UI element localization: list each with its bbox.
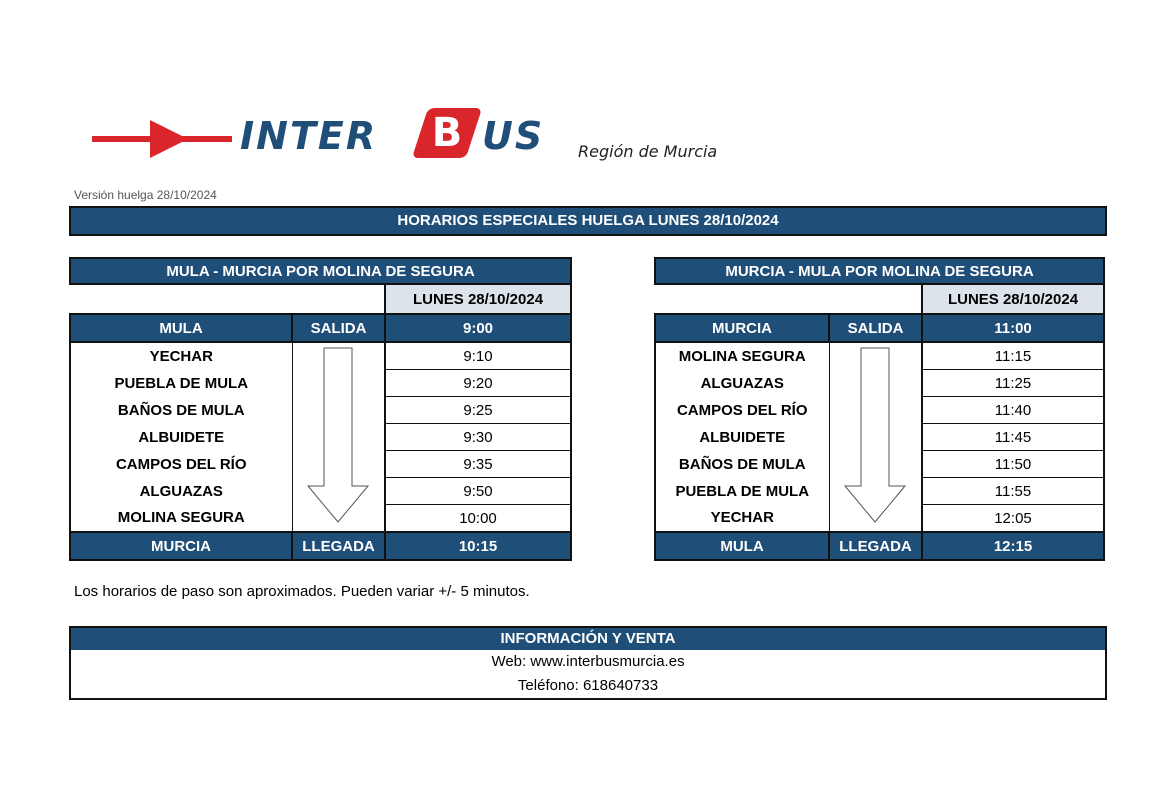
stop-name: ALGUAZAS <box>655 370 829 397</box>
stop-name: YECHAR <box>655 505 829 533</box>
stop-time: 9:35 <box>385 451 571 478</box>
stop-name: ALBUIDETE <box>655 424 829 451</box>
stop-name: PUEBLA DE MULA <box>655 478 829 505</box>
departure-time: 11:00 <box>922 314 1104 342</box>
departure-time: 9:00 <box>385 314 571 342</box>
disclaimer-note: Los horarios de paso son aproximados. Pueden variar +/- 5 minutos. <box>74 583 530 600</box>
stop-name: YECHAR <box>70 342 292 370</box>
stop-name: BAÑOS DE MULA <box>70 397 292 424</box>
stop-time: 11:55 <box>922 478 1104 505</box>
stop-time: 9:25 <box>385 397 571 424</box>
schedule-mula-murcia <box>69 257 572 561</box>
stop-name: ALBUIDETE <box>70 424 292 451</box>
red-arrow-icon <box>92 116 232 162</box>
stop-name: CAMPOS DEL RÍO <box>70 451 292 478</box>
destination-stop: MURCIA <box>70 532 292 560</box>
stop-time: 9:20 <box>385 370 571 397</box>
salida-label: SALIDA <box>829 314 922 342</box>
llegada-label: LLEGADA <box>829 532 922 560</box>
stop-time: 9:50 <box>385 478 571 505</box>
info-box <box>69 626 1107 700</box>
interbus-logo <box>92 112 792 172</box>
stop-time: 11:45 <box>922 424 1104 451</box>
stop-time: 11:25 <box>922 370 1104 397</box>
arrival-time: 10:15 <box>385 532 571 560</box>
stop-time: 9:10 <box>385 342 571 370</box>
stop-name: ALGUAZAS <box>70 478 292 505</box>
origin-stop: MURCIA <box>655 314 829 342</box>
page-title: HORARIOS ESPECIALES HUELGA LUNES 28/10/2024 <box>69 206 1107 236</box>
web-link[interactable]: Web: www.interbusmurcia.es <box>491 653 685 670</box>
llegada-label: LLEGADA <box>292 532 385 560</box>
stop-time: 9:30 <box>385 424 571 451</box>
stop-name: CAMPOS DEL RÍO <box>655 397 829 424</box>
brand-b-block: B <box>412 108 482 158</box>
down-arrow-icon <box>829 342 922 532</box>
route-title: MURCIA - MULA POR MOLINA DE SEGURA <box>655 258 1104 284</box>
date-header: LUNES 28/10/2024 <box>385 284 571 314</box>
phone-number[interactable]: Teléfono: 618640733 <box>517 677 659 694</box>
stop-name: BAÑOS DE MULA <box>655 451 829 478</box>
down-arrow-icon <box>292 342 385 532</box>
stop-name: MOLINA SEGURA <box>655 342 829 370</box>
stop-time: 11:50 <box>922 451 1104 478</box>
date-header: LUNES 28/10/2024 <box>922 284 1104 314</box>
stop-time: 10:00 <box>385 505 571 533</box>
arrival-time: 12:15 <box>922 532 1104 560</box>
stop-time: 12:05 <box>922 505 1104 533</box>
version-label: Versión huelga 28/10/2024 <box>74 188 217 202</box>
brand-us: US <box>482 114 545 158</box>
stop-time: 11:40 <box>922 397 1104 424</box>
stop-name: PUEBLA DE MULA <box>70 370 292 397</box>
stop-time: 11:15 <box>922 342 1104 370</box>
info-title: INFORMACIÓN Y VENTA <box>71 628 1105 650</box>
destination-stop: MULA <box>655 532 829 560</box>
schedule-murcia-mula <box>654 257 1105 561</box>
brand-inter: INTER <box>240 114 378 158</box>
region-label: Región de Murcia <box>578 142 718 161</box>
stop-name: MOLINA SEGURA <box>70 505 292 533</box>
salida-label: SALIDA <box>292 314 385 342</box>
origin-stop: MULA <box>70 314 292 342</box>
route-title: MULA - MURCIA POR MOLINA DE SEGURA <box>70 258 571 284</box>
